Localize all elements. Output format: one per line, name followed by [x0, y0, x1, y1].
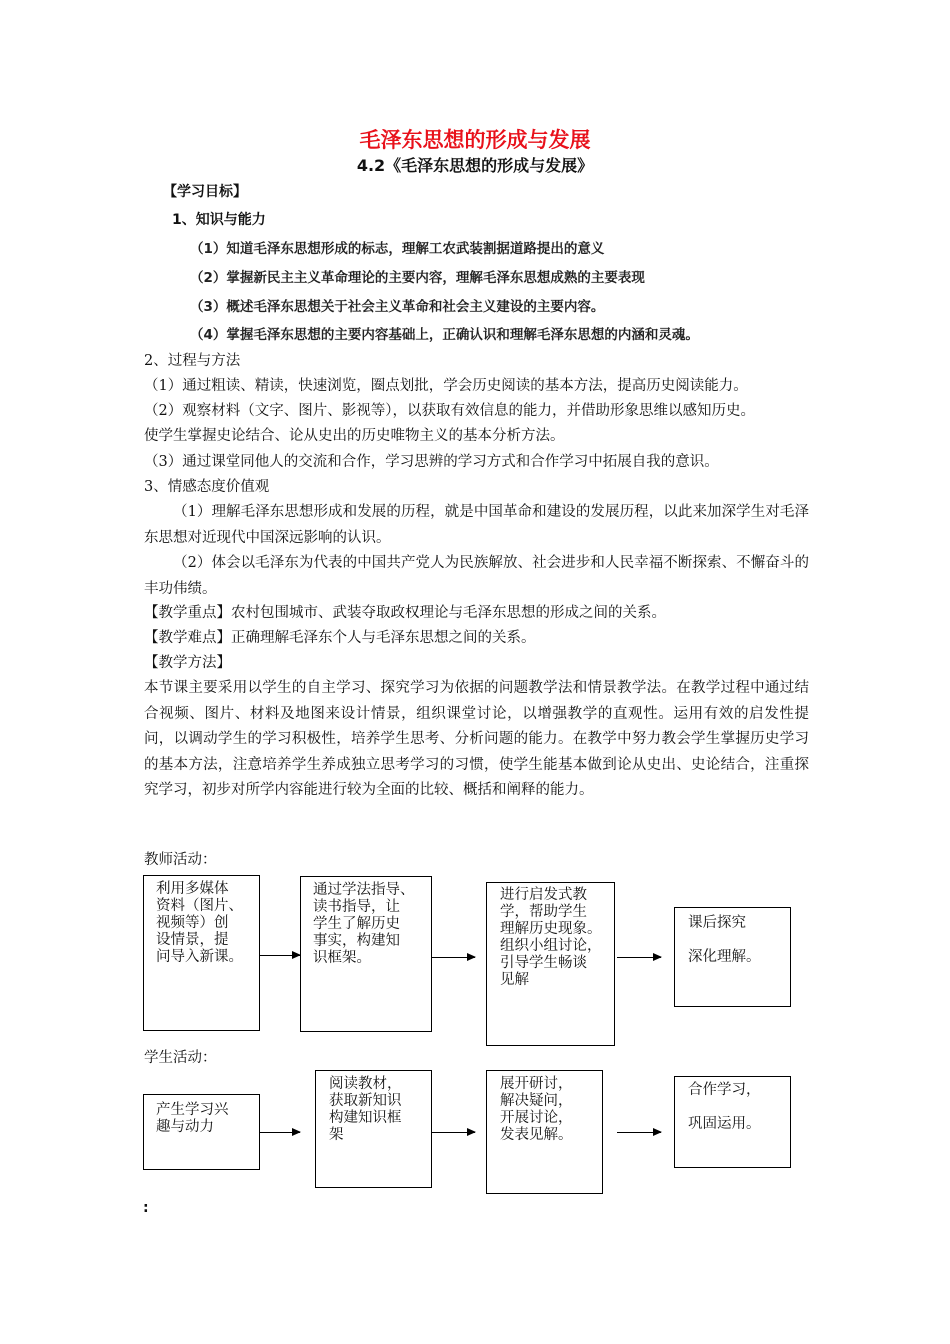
teacher-box-2-text: 通过学法指导、 读书指导，让 学生了解历史 事实，构建知 识框架。 — [313, 882, 415, 966]
arrow-right-icon — [432, 1132, 475, 1133]
emotion-paragraph: （2）体会以毛泽东为代表的中国共产党人为民族解放、社会进步和人民幸福不断探索、不懈奋斗的丰功伟绩。 — [144, 555, 809, 597]
knowledge-item: （4）掌握毛泽东思想的主要内容基础上，正确认识和理解毛泽东思想的内涵和灵魂。 — [190, 327, 699, 343]
process-heading: 2、过程与方法 — [144, 353, 241, 369]
process-line: （2）观察材料（文字、图片、影视等），以获取有效信息的能力，并借助形象思维以感知历史。 — [144, 403, 755, 419]
student-box-1-text: 产生学习兴 趣与动力 — [156, 1102, 229, 1135]
emotion-paragraph: （1）理解毛泽东思想形成和发展的历程，就是中国革命和建设的发展历程，以此来加深学生对毛泽东思想对近现代中国深远影响的认识。 — [144, 504, 809, 546]
knowledge-heading: 1、知识与能力 — [172, 212, 266, 228]
objectives-heading: 【学习目标】 — [163, 184, 247, 200]
knowledge-item: （2）掌握新民主主义革命理论的主要内容，理解毛泽东思想成熟的主要表现 — [190, 270, 645, 286]
knowledge-item: （1）知道毛泽东思想形成的标志，理解工农武装割据道路提出的意义 — [190, 241, 605, 257]
arrow-right-icon — [617, 1132, 661, 1133]
process-line: 使学生掌握史论结合、论从史出的历史唯物主义的基本分析方法。 — [144, 428, 565, 444]
arrow-right-icon — [432, 957, 475, 958]
arrow-right-icon — [617, 957, 661, 958]
student-box-3-text: 展开研讨， 解决疑问， 开展讨论， 发表见解。 — [500, 1076, 573, 1143]
student-box-4-text: 合作学习， 巩固运用。 — [688, 1082, 761, 1132]
difficulty: 【教学难点】正确理解毛泽东个人与毛泽东思想之间的关系。 — [144, 630, 536, 646]
teacher-box-4-text: 课后探究 深化理解。 — [688, 915, 761, 965]
teacher-box-3-text: 进行启发式教 学，帮助学生 理解历史现象。 组织小组讨论， 引导学生畅谈 见解 — [500, 887, 602, 988]
document-title: 毛泽东思想的形成与发展 — [359, 128, 591, 152]
process-line: （3）通过课堂同他人的交流和合作，学习思辨的学习方式和合作学习中拓展自我的意识。 — [144, 454, 719, 470]
knowledge-item: （3）概述毛泽东思想关于社会主义革命和社会主义建设的主要内容。 — [190, 299, 605, 315]
student-box-2-text: 阅读教材， 获取新知识 构建知识框 架 — [329, 1076, 402, 1143]
footer-mark: : — [143, 1200, 149, 1216]
arrow-right-icon — [260, 955, 300, 956]
teacher-box-1-text: 利用多媒体 资料（图片、 视频等）创 设情景，提 问导入新课。 — [156, 881, 243, 965]
emotion-heading: 3、情感态度价值观 — [144, 479, 270, 495]
method-heading: 【教学方法】 — [144, 655, 231, 671]
teacher-label: 教师活动： — [144, 852, 217, 868]
student-label: 学生活动： — [144, 1050, 217, 1066]
document-subtitle: 4.2《毛泽东思想的形成与发展》 — [356, 156, 594, 175]
key-point: 【教学重点】农村包围城市、武装夺取政权理论与毛泽东思想的形成之间的关系。 — [144, 605, 666, 621]
process-line: （1）通过粗读、精读，快速浏览，圈点划批，学会历史阅读的基本方法，提高历史阅读能力。 — [144, 378, 748, 394]
arrow-right-icon — [260, 1132, 300, 1133]
method-paragraph: 本节课主要采用以学生的自主学习、探究学习为依据的问题教学法和情景教学法。在教学过程中通过结合视频、图片、材料及地图来设计情景，组织课堂讨论，以增强教学的直观性。运用有效的启发性提问，以调动学生的学习积极性，培养学生思考、分析问题的能力。在教学中努力教会学生掌握历史学习的基本方法，注意培养学生养成独立思考学习的习惯，使学生能基本做到论从史出、史论结合，注重探究学习，初步对所学内容能进行较为全面的比较、概括和阐释的能力。 — [144, 680, 809, 798]
